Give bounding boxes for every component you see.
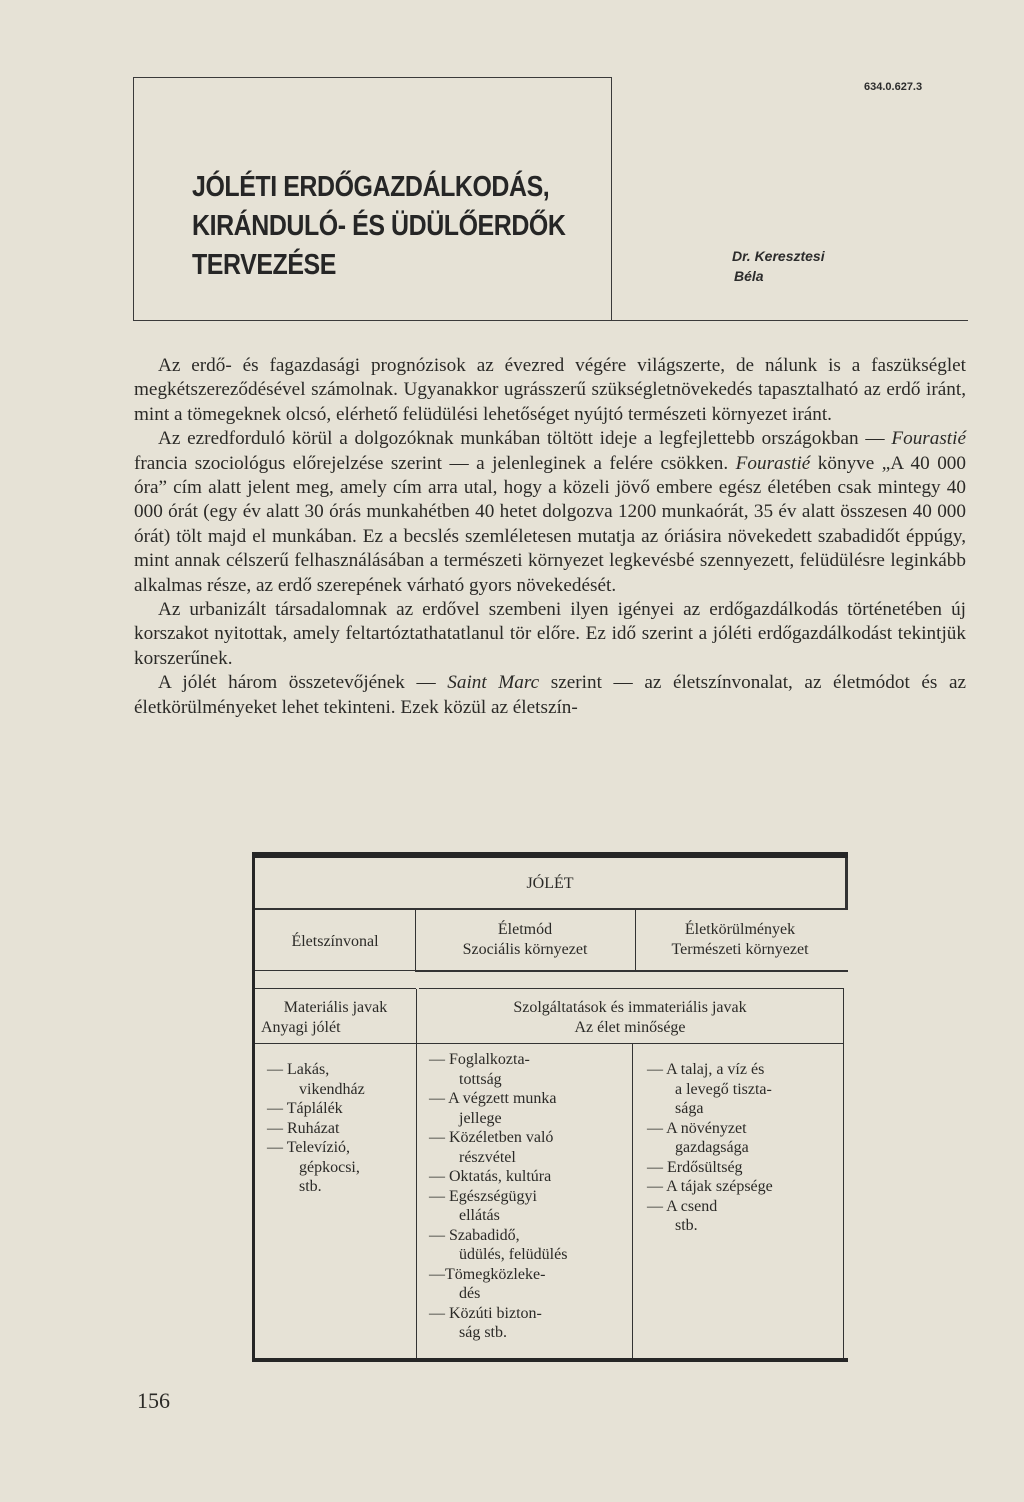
paragraph-2-text-a: Az ezredforduló körül a dolgozóknak munkában töltött ideje a legfejlettebb országokban — <box>158 428 885 450</box>
diagram-header-bottom-left <box>255 970 415 971</box>
col3-header-line-1: Életkörülmények <box>684 921 796 938</box>
header-rule <box>133 320 968 321</box>
list-item: —Tömegközleke- <box>429 1265 546 1283</box>
paragraph-2-text-b: francia szociológus előrejelzése szerint — a jelenleginek a felére csökken. <box>134 452 729 474</box>
list-item: — A csend <box>647 1197 718 1215</box>
list-item: — Erdősültség <box>647 1158 743 1176</box>
list-item: — Szabadidő, <box>429 1226 520 1244</box>
diagram-header-col-1 <box>255 932 415 952</box>
diagram-group-right-border <box>843 989 844 1043</box>
author-line-1: Dr. Keresztesi <box>732 248 825 264</box>
list-item: jellege <box>459 1109 502 1127</box>
diagram-right-border <box>845 858 848 908</box>
col3-header-line-2: Természeti környezet <box>671 940 809 958</box>
list-item: ság stb. <box>459 1324 507 1341</box>
group-left-line-2: Anyagi jólét <box>261 1018 341 1036</box>
list-item: ellátás <box>459 1207 500 1224</box>
diagram-title: JÓLÉT <box>526 875 574 892</box>
diagram-group-bottom <box>255 1043 844 1044</box>
group-left-line-1: Materiális javak <box>283 999 388 1016</box>
author-name-fourastie: Fourastié <box>891 428 966 450</box>
list-item: sága <box>675 1100 704 1117</box>
list-item: — A tájak szépsége <box>647 1178 773 1195</box>
diagram-group-top-right <box>419 988 844 989</box>
list-item: — A növényzet <box>647 1119 747 1137</box>
list-item: — Közéletben való <box>429 1129 554 1146</box>
diagram-list-col-3 <box>647 1060 841 1236</box>
diagram-list-col-1 <box>267 1060 413 1197</box>
udc-classification-code: 634.0.627.3 <box>864 81 923 93</box>
paragraph-3: Az urbanizált társadalomnak az erdővel szembeni ilyen igényei az erdőgazdálkodás történetében új korszakot nyitottak, amely feltartóztathatatlanul tör előre. Ez idő szerint a jóléti erdőgazdálkodást tekintjük korszerűnek. <box>134 599 966 669</box>
diagram-group-right <box>417 998 843 1037</box>
list-item: üdülés, felüdülés <box>459 1246 568 1263</box>
list-item: tottság <box>459 1070 502 1088</box>
list-item: stb. <box>675 1217 698 1234</box>
list-item: — Ruházat <box>267 1119 340 1137</box>
list-item: gépkocsi, <box>299 1158 360 1176</box>
welfare-diagram <box>252 852 848 1362</box>
diagram-header-bottom-right <box>415 970 848 972</box>
author-name-fourastie-2: Fourastié <box>735 452 811 474</box>
list-item: — Közúti bizton- <box>429 1304 542 1322</box>
title-line-1: JÓLÉTI ERDŐGAZDÁLKODÁS, <box>192 171 550 203</box>
list-item: — Táplálék <box>267 1100 343 1117</box>
diagram-header-col-3 <box>635 920 845 959</box>
list-item: vikendház <box>299 1080 365 1098</box>
list-item: — Lakás, <box>267 1061 330 1078</box>
diagram-list-divider-2 <box>632 1044 633 1358</box>
diagram-group-left <box>255 998 416 1037</box>
paragraph-1: Az erdő- és fagazdasági prognózisok az évezred végére világszerte, de nálunk is a faszükséglet megkétszereződésével számolnak. Ugyanakkor ugrásszerű szükségletnövekedés tapasztalható az erdő iránt, mint a tömegeknek olcsó, elérhető felüdülési lehetőséget nyújtó természeti környezet iránt. <box>134 355 966 425</box>
col1-header-text: Életszínvonal <box>291 933 379 950</box>
diagram-title-rule <box>255 908 848 910</box>
paragraph-4-text-b: szerint — az életszínvonalat, az életmódot és az életkörülményeket lehet tekinteni. Ezek közül az életszín- <box>134 672 967 718</box>
author-name-saint-marc: Saint Marc <box>447 672 540 694</box>
col2-header-line-2: Szociális környezet <box>462 940 588 958</box>
list-item: — Oktatás, kultúra <box>429 1168 552 1185</box>
article-title <box>192 168 565 285</box>
list-item: gazdagsága <box>675 1139 749 1156</box>
diagram-group-top-left <box>255 988 416 989</box>
col2-header-line-1: Életmód <box>497 921 553 938</box>
title-line-3: TERVEZÉSE <box>192 249 336 281</box>
diagram-list-divider-1 <box>416 1044 417 1358</box>
diagram-list-right-border <box>843 1044 844 1358</box>
group-right-line-1: Szolgáltatások és immateriális javak <box>513 999 747 1016</box>
group-right-line-2: Az élet minősége <box>574 1018 686 1036</box>
paragraph-2-text-c: könyve „A 40 000 óra” cím alatt jelent meg, amely cím arra utal, hogy a közeli jövő embere egész életében csak mintegy 40 000 órát (egy év alatt 30 órás munkahétben 40 hetet dolgozva 1200 munkaórát, 35 év alatt összesen 40 000 órát) tölt majd el munkában. Ez a becslés szemléletesen mutatja az óriásira növekedett szabadidőt éppúgy, mint annak célszerű felhasználásában a természeti környezet legkevésbé szennyezett, felüdülésre leginkább alkalmas része, az erdő szerepének várható gyors növekedését. <box>134 452 966 596</box>
page-number: 156 <box>137 1388 170 1413</box>
author-line-2: Béla <box>734 268 764 284</box>
paragraph-2 <box>134 427 966 598</box>
list-item: — A végzett munka <box>429 1090 557 1107</box>
list-item: stb. <box>299 1178 322 1195</box>
list-item: a levegő tiszta- <box>675 1080 772 1098</box>
author <box>732 246 825 286</box>
diagram-header-col-2 <box>415 920 635 959</box>
title-line-2: KIRÁNDULÓ- ÉS ÜDÜLŐERDŐK <box>192 210 566 242</box>
paragraph-4-text-a: A jólét három összetevőjének — <box>158 672 436 694</box>
list-item: — Egészségügyi <box>429 1187 537 1205</box>
list-item: — A talaj, a víz és <box>647 1061 765 1078</box>
article-body <box>134 354 966 720</box>
list-item: — Televízió, <box>267 1139 351 1156</box>
diagram-list-col-2 <box>429 1050 629 1343</box>
list-item: — Foglalkozta- <box>429 1051 530 1068</box>
paragraph-4 <box>134 671 966 720</box>
list-item: dés <box>459 1285 481 1302</box>
list-item: részvétel <box>459 1148 516 1166</box>
